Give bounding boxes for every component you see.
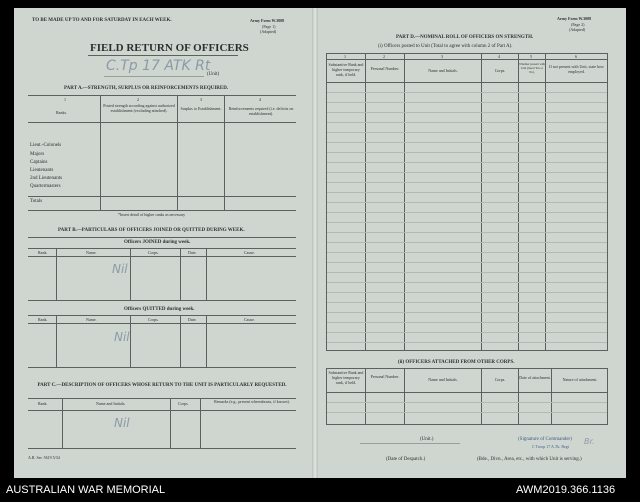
att-header-corps: Corps.: [494, 377, 506, 382]
b-header-corps: Corps.: [148, 250, 159, 255]
part-b-rule: [28, 237, 296, 238]
document-sheet: [14, 8, 626, 478]
ruled-row: [327, 92, 607, 93]
date-of-despatch: (Date of Despatch.): [386, 457, 426, 462]
higher-ranks-note: *Insert detail of higher ranks as necessary: [118, 212, 186, 217]
unit-line: [104, 76, 204, 77]
att-header-nature: Nature of attachment.: [562, 377, 598, 382]
part-a-bottom-rule: [28, 210, 296, 211]
nil-quitted: Nil: [114, 330, 130, 344]
c-header-name: Name and Initials.: [96, 401, 126, 406]
ruled-row: [327, 342, 607, 343]
c-header-rank: Rank.: [38, 401, 48, 406]
d-col-num: 4: [498, 54, 500, 59]
top-note: TO BE MADE UP TO AND FOR SATURDAY IN EACH WEEK.: [32, 18, 172, 23]
quitted-header-bottom: [28, 323, 296, 324]
att-header-name: Name and Initials.: [428, 377, 458, 382]
footer-right: AWM2019.366.1136: [516, 484, 616, 496]
ruled-row: [327, 172, 607, 173]
ruled-row: [327, 152, 607, 153]
d-col-num: 3: [441, 54, 443, 59]
part-d-header-rule: [326, 82, 608, 83]
formation-label: (Bde., Divn., Area, etc., with which Unit is serving.): [477, 457, 582, 462]
ruled-row: [327, 102, 607, 103]
form-adapted: (Adapted): [260, 29, 277, 34]
part-d-num-rule: [326, 59, 608, 60]
col-header-posted: Posted strength according against authorized establishment (excluding attached).: [103, 103, 175, 113]
b-header-corps: Corps.: [148, 317, 159, 322]
rank-label: 2nd Lieutenants: [30, 176, 63, 181]
attached-title: (ii) OFFICERS ATTACHED FROM OTHER CORPS.: [398, 360, 515, 365]
quitted-header-top: [28, 315, 296, 316]
title-underline: [88, 55, 238, 56]
b-header-date: Date.: [188, 250, 197, 255]
rank-label: Quartermasters: [30, 184, 61, 189]
col-num: 3: [200, 97, 202, 102]
col-header-surplus: Surplus to Establishment.: [180, 106, 222, 111]
b-col-divider: [56, 315, 57, 367]
b-col-divider: [206, 315, 207, 367]
archive-footer: [0, 478, 640, 502]
ruled-row: [327, 182, 607, 183]
unit-label-2: (Unit.): [420, 437, 434, 442]
ruled-row: [327, 112, 607, 113]
b-col-divider: [180, 315, 181, 367]
att-col-divider: [365, 368, 366, 424]
d-header-number: Personal Number.: [370, 66, 400, 71]
part-a-totals-rule: [28, 196, 296, 197]
quitted-title: Officers QUITTED during week.: [124, 307, 195, 312]
initials: Br.: [584, 437, 595, 446]
ruled-row: [327, 252, 607, 253]
ruled-row: [327, 122, 607, 123]
ruled-row: [327, 332, 607, 333]
att-header-number: Personal Number.: [370, 374, 400, 379]
printer-imprint: A.R. Ser. 5619 5/34: [28, 455, 60, 460]
b-col-divider: [56, 248, 57, 300]
c-col-divider: [170, 398, 171, 448]
b-header-cause: Cause.: [244, 317, 255, 322]
att-col-divider: [551, 368, 552, 424]
part-d-top-rule: [326, 53, 608, 54]
signature-label: (Signature of Commander): [518, 437, 572, 442]
d-col-num: 5: [530, 54, 532, 59]
b-header-name: Name.: [86, 250, 97, 255]
part-a-col-divider: [100, 95, 101, 210]
b-header-name: Name.: [86, 317, 97, 322]
d-header-rank: Substantive Rank and higher temporary rank, if held.: [328, 62, 364, 77]
b-col-divider: [130, 315, 131, 367]
ruled-row: [327, 232, 607, 233]
form-page-2: (Page 2): [571, 22, 585, 27]
part-d-bottom-rule: [326, 350, 608, 351]
att-col-divider: [481, 368, 482, 424]
ruled-row: [327, 132, 607, 133]
attached-header-top: [326, 368, 608, 369]
ruled-row: [327, 302, 607, 303]
joined-title: Officers JOINED during week.: [124, 240, 191, 245]
ruled-row: [327, 242, 607, 243]
ruled-row: [327, 312, 607, 313]
ruled-row: [327, 222, 607, 223]
form-page: (Page 1): [262, 24, 276, 29]
ruled-row: [327, 272, 607, 273]
part-b-title: PART B.—PARTICULARS OF OFFICERS JOINED OR QUITTED DURING WEEK.: [58, 228, 245, 233]
c-col-divider: [200, 398, 201, 448]
unit-line-2: [360, 443, 460, 444]
ruled-row: [327, 282, 607, 283]
ruled-row: [327, 402, 607, 403]
joined-header-bottom: [28, 256, 296, 257]
attached-header-bottom: [326, 392, 608, 393]
rank-label: Lieutenants: [30, 168, 54, 173]
part-d-title: PART D.—NOMINAL ROLL OF OFFICERS ON STRENGTH.: [396, 35, 534, 40]
quitted-bottom: [28, 367, 296, 368]
part-c-header-bottom: [28, 410, 296, 411]
handwritten-unit: C.Tp 17 ATK Rt: [106, 58, 211, 74]
b-header-cause: Cause.: [244, 250, 255, 255]
ruled-row: [327, 412, 607, 413]
part-c-title: PART C.—DESCRIPTION OF OFFICERS WHOSE RETURN TO THE UNIT IS PARTICULARLY REQUESTED.: [37, 383, 287, 388]
ruled-row: [327, 292, 607, 293]
part-c-bottom: [28, 448, 296, 449]
b-header-date: Date.: [188, 317, 197, 322]
c-col-divider: [62, 398, 63, 448]
part-d-right-edge: [607, 53, 608, 350]
att-header-date: Date of attachment.: [519, 375, 551, 380]
att-header-rank: Substantive Rank and higher temporary rank, if held.: [328, 370, 364, 385]
c-header-corps: Corps.: [178, 401, 189, 406]
d-header-present: Whether present with Unit (insert Yes or No).: [519, 62, 545, 74]
col-num: 4: [259, 97, 261, 102]
d-header-corps: Corps.: [494, 68, 506, 73]
b-col-divider: [130, 248, 131, 300]
page-title: FIELD RETURN OF OFFICERS: [90, 42, 249, 54]
b-header-rank: Rank.: [38, 250, 48, 255]
ruled-row: [327, 162, 607, 163]
ruled-row: [327, 142, 607, 143]
nil-part-c: Nil: [114, 416, 130, 430]
col-header-ranks: Ranks.: [56, 110, 67, 115]
part-a-title: PART A.—STRENGTH, SURPLUS OR REINFORCEMENTS REQUIRED.: [64, 86, 229, 91]
att-left-edge: [326, 368, 327, 424]
col-num: 1: [64, 97, 66, 102]
ruled-row: [327, 262, 607, 263]
rank-label: Captains: [30, 160, 48, 165]
rank-label: Lieut.-Colonels: [30, 143, 62, 148]
unit-label: (Unit): [207, 72, 220, 77]
part-a-header-rule: [28, 122, 296, 123]
ruled-row: [327, 212, 607, 213]
d-col-num: 1: [344, 54, 346, 59]
b-col-divider: [206, 248, 207, 300]
attached-bottom: [326, 424, 608, 425]
ruled-row: [327, 202, 607, 203]
b-header-rank: Rank.: [38, 317, 48, 322]
part-a-col-divider: [224, 95, 225, 210]
form-adapted-2: (Adapted): [569, 27, 586, 32]
att-col-divider: [518, 368, 519, 424]
center-fold: [312, 8, 318, 478]
col-num: 2: [137, 97, 139, 102]
form-id: Army Form W.3008: [250, 18, 285, 23]
signature-handwriting: C Troop 17 A.Tk. Regt: [532, 444, 569, 449]
att-right-edge: [607, 368, 608, 424]
col-header-reinforcements: Reinforcements required (i.e. deficits on establishment).: [228, 106, 294, 116]
nil-joined: Nil: [112, 262, 128, 276]
d-header-employed: If not present with Unit, state how employed.: [549, 64, 604, 74]
rank-label: Totals: [30, 199, 43, 204]
att-col-divider: [404, 368, 405, 424]
part-a-col-divider: [177, 95, 178, 210]
joined-bottom: [28, 300, 296, 301]
d-col-num: 2: [383, 54, 385, 59]
part-d-subtitle: (i) Officers posted to Unit (Total to agree with column 2 of Part A).: [378, 44, 513, 49]
c-header-remarks: Remarks (e.g., present whereabouts, if known).: [214, 399, 290, 404]
form-id-2: Army Form W.3008: [557, 16, 592, 21]
d-col-num: 6: [575, 54, 577, 59]
joined-header-top: [28, 248, 296, 249]
b-col-divider: [180, 248, 181, 300]
rank-label: Majors: [30, 152, 45, 157]
d-header-name: Name and Initials.: [428, 68, 458, 73]
footer-left: AUSTRALIAN WAR MEMORIAL: [6, 484, 166, 496]
part-a-top-rule: [28, 95, 296, 96]
ruled-row: [327, 322, 607, 323]
ruled-row: [327, 192, 607, 193]
